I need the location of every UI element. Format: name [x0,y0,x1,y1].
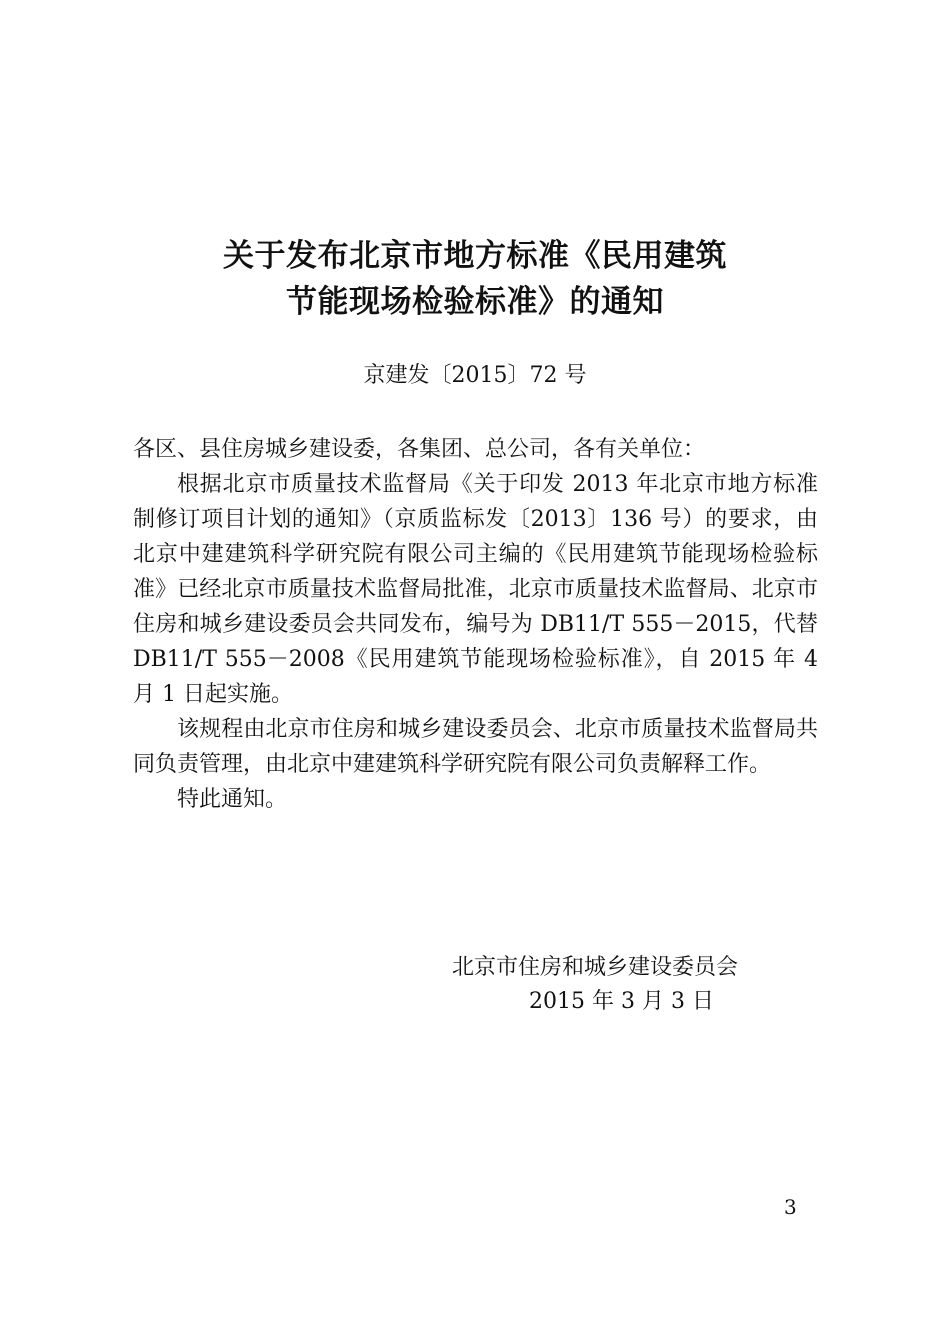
issuing-authority: 北京市住房和城乡建设委员会 [452,955,739,980]
notice-body [133,432,818,817]
notice-title-line-2: 节能现场检验标准》的通知 [286,284,664,320]
addressee-line: 各区、县住房城乡建设委，各集团、总公司，各有关单位： [133,437,706,462]
page-number: 3 [784,1195,797,1219]
issue-date: 2015 年 3 月 3 日 [529,989,714,1014]
notice-title-line-1: 关于发布北京市地方标准《民用建筑 [223,238,727,274]
body-paragraph-1: 根据北京市质量技术监督局《关于印发 2013 年北京市地方标准制修订项目计划的通知》（京质监标发〔2013〕136 号）的要求，由北京中建建筑科学研究院有限公司主编的《民用建筑节能现场检验标准》已经北京市质量技术监督局批准，北京市质量技术监督局、北京市住房和城乡建设委员会共同发布，编号为 DB11/T 555－2015，代替 DB11/T 555－2008《民用建筑节能现场检验标准》，自 2015 年 4 月 1 日起实施。 [133,472,818,707]
document-number: 京建发〔2015〕72 号 [363,363,587,388]
closing-line: 特此通知。 [177,787,288,812]
body-paragraph-2: 该规程由北京市住房和城乡建设委员会、北京市质量技术监督局共同负责管理，由北京中建建筑科学研究院有限公司负责解释工作。 [133,717,818,777]
